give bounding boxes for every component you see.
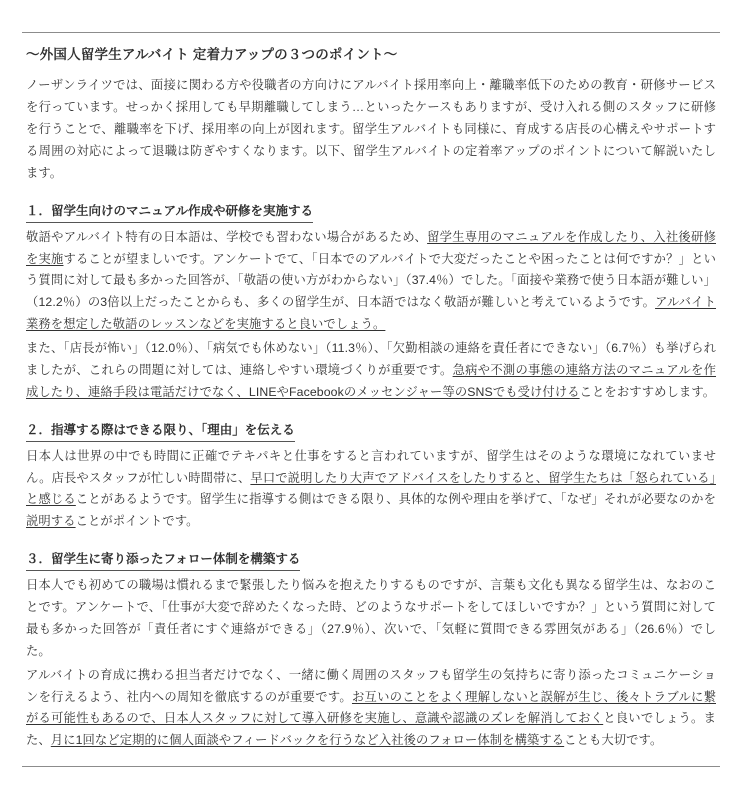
body-text: また、「店長が怖い」（12.0％）、「病気でも休めない」（11.3％）、「欠勤相談の連絡を責任者にできない」（6.7％）も挙げられましたが、これらの問題に対しては、連絡しやすい環境づくりが重要です。 bbox=[26, 341, 716, 377]
emphasis-underlined-text: 急病や不測の事態の連絡方法のマニュアルを作成したり、連絡手段は電話だけでなく、LINEやFacebookのメッセンジャー等のSNSでも受け付ける bbox=[26, 362, 717, 399]
intro-paragraph: ノーザンライツでは、面接に関わる方や役職者の方向けにアルバイト採用率向上・離職率低下のための教育・研修サービスを行っています。せっかく採用しても早期離職してしまう…といったケースもありますが、受け入れる側のスタッフに研修を行うことで、離職率を下げ、採用率の向上が図れます。留学生アルバイトも同様に、育成する店長の心構えやサポートする周囲の対応によって退職は防ぎやすくなります。以下、留学生アルバイトの定着率アップのポイントについて解説いたします。 bbox=[26, 78, 716, 180]
body-text: 敬語やアルバイト特有の日本語は、学校でも習わない場合があるため、 bbox=[26, 229, 428, 244]
section-heading: １．留学生向けのマニュアル作成や研修を実施する bbox=[26, 201, 313, 223]
body-text: ことも大切です。 bbox=[564, 733, 663, 748]
body-text: 日本人でも初めての職場は慣れるまで緊張したり悩みを抱えたりするものですが、言葉も文化も異なる留学生は、なおのことです。アンケートで、「仕事が大変で辞めたくなった時、どのようなサポートをしてほしいですか？」という質問に対して最も多かった回答が「責任者にすぐ連絡ができる」（27.9％）、次いで、「気軽に質問できる雰囲気がある」（26.6％）でした。 bbox=[26, 578, 716, 658]
emphasis-underlined-text: アルバイト業務を想定した敬語のレッスンなどを実施すると良いでしょう。 bbox=[26, 295, 716, 332]
section-paragraph bbox=[26, 338, 716, 404]
document-section bbox=[26, 420, 716, 534]
body-text: ことをおすすめします。 bbox=[579, 384, 716, 399]
section-paragraph bbox=[26, 575, 716, 663]
bottom-divider bbox=[22, 766, 720, 767]
body-text: ことがあるようです。留学生に指導する側はできる限り、具体的な例や理由を挙げて、「なぜ」それが必要なのかを bbox=[75, 492, 716, 507]
emphasis-underlined-text: 説明する bbox=[26, 514, 76, 529]
emphasis-underlined-text: 留学生専用のマニュアルを作成したり、入社後研修を実施 bbox=[26, 229, 717, 266]
emphasis-underlined-text: 月に1回など定期的に個人面談やフィードバックを行うなど入社後のフォロー体制を構築する bbox=[50, 733, 565, 748]
body-text: 日本人は世界の中でも時間に正確でテキパキと仕事をすると言われていますが、留学生はそのような環境になれていません。店長やスタッフが忙しい時間帯に、 bbox=[26, 448, 716, 485]
document-section bbox=[26, 201, 716, 404]
section-heading: ２．指導する際はできる限り、「理由」を伝える bbox=[26, 420, 295, 442]
body-text: することが望ましいです。アンケートでて、「日本でのアルバイトで大変だったことや困ったことは何ですか？」という質問に対して最も多かった回答が、「敬語の使い方がわからない」（37.4％）でした。「面接や業務で使う日本語が難しい」（12.2％）の3倍以上だったことからも、多くの留学生が、日本語ではなく敬語が難しいと考えているようです。 bbox=[26, 251, 716, 310]
document-section bbox=[26, 549, 716, 752]
emphasis-underlined-text: お互いのことをよく理解しないと誤解が生じ、後々トラブルに繋がる可能性もあるので、日本人スタッフに対して導入研修を実施し、意識や認識のズレを解消しておく bbox=[26, 689, 716, 726]
article-content bbox=[22, 33, 720, 760]
emphasis-underlined-text: 早口で説明したり大声でアドバイスをしたりすると、留学生たちは「怒られている」と感じる bbox=[26, 470, 716, 507]
section-heading: ３．留学生に寄り添ったフォロー体制を構築する bbox=[26, 549, 300, 571]
page-title: 〜外国人留学生アルバイト 定着力アップの３つのポイント〜 bbox=[26, 47, 398, 62]
section-paragraph bbox=[26, 446, 716, 534]
section-paragraph bbox=[26, 665, 716, 753]
section-list bbox=[26, 201, 716, 753]
document-body bbox=[22, 32, 720, 767]
section-paragraph bbox=[26, 227, 716, 336]
body-text: と良いでしょう。また、 bbox=[26, 711, 717, 748]
body-text: ことがポイントです。 bbox=[75, 514, 199, 529]
body-text: アルバイトの育成に携わる担当者だけでなく、一緒に働く周囲のスタッフも留学生の気持ちに寄り添ったコミュニケーションを行えるよう、社内への周知を徹底するのが重要です。 bbox=[26, 667, 716, 704]
